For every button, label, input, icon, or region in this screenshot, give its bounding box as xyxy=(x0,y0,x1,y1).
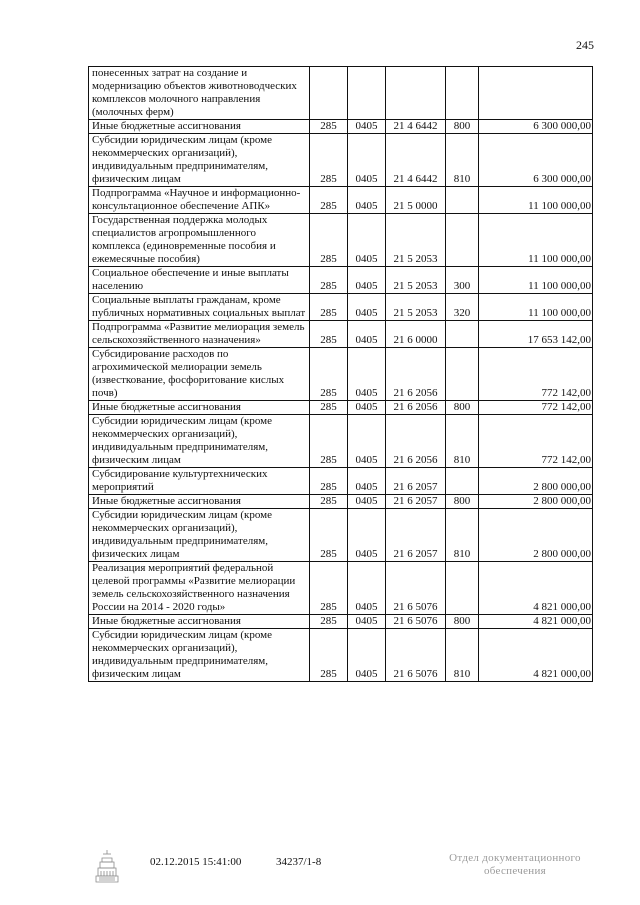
cell-target-article: 21 6 0000 xyxy=(386,321,446,348)
cell-name: Социальные выплаты гражданам, кроме публичных нормативных социальных выплат xyxy=(89,294,310,321)
cell-section: 0405 xyxy=(348,321,386,348)
cell-amount: 772 142,00 xyxy=(479,415,593,468)
table-row xyxy=(89,214,593,267)
table-row xyxy=(89,267,593,294)
cell-amount: 11 100 000,00 xyxy=(479,294,593,321)
table-row xyxy=(89,401,593,415)
cell-grbs: 285 xyxy=(310,134,348,187)
cell-grbs: 285 xyxy=(310,348,348,401)
cell-expense-type xyxy=(446,348,479,401)
cell-grbs: 285 xyxy=(310,214,348,267)
cell-amount: 2 800 000,00 xyxy=(479,468,593,495)
table-row xyxy=(89,509,593,562)
table-row xyxy=(89,120,593,134)
cell-amount xyxy=(479,67,593,120)
budget-table xyxy=(88,66,593,682)
cell-section: 0405 xyxy=(348,629,386,682)
cell-expense-type: 810 xyxy=(446,509,479,562)
cell-amount: 2 800 000,00 xyxy=(479,495,593,509)
cell-target-article: 21 5 2053 xyxy=(386,214,446,267)
table-row xyxy=(89,415,593,468)
table-row xyxy=(89,187,593,214)
table-row xyxy=(89,495,593,509)
cell-grbs: 285 xyxy=(310,267,348,294)
cell-name: Иные бюджетные ассигнования xyxy=(89,495,310,509)
cell-expense-type xyxy=(446,321,479,348)
cell-target-article: 21 5 2053 xyxy=(386,267,446,294)
cell-expense-type: 300 xyxy=(446,267,479,294)
cell-name: Государственная поддержка молодых специалистов агропромышленного комплекса (единовременные пособия и ежемесячные пособия) xyxy=(89,214,310,267)
stamp-line-1: Отдел документационного xyxy=(449,852,581,864)
cell-grbs: 285 xyxy=(310,321,348,348)
cell-grbs: 285 xyxy=(310,495,348,509)
table-row xyxy=(89,629,593,682)
cell-grbs xyxy=(310,67,348,120)
cell-grbs: 285 xyxy=(310,468,348,495)
cell-target-article: 21 4 6442 xyxy=(386,134,446,187)
table-row xyxy=(89,468,593,495)
cell-grbs: 285 xyxy=(310,415,348,468)
table-row xyxy=(89,348,593,401)
emblem-logo xyxy=(92,848,122,886)
table-row xyxy=(89,294,593,321)
cell-grbs: 285 xyxy=(310,401,348,415)
cell-amount: 4 821 000,00 xyxy=(479,562,593,615)
cell-section: 0405 xyxy=(348,187,386,214)
cell-section: 0405 xyxy=(348,401,386,415)
cell-target-article: 21 6 2057 xyxy=(386,509,446,562)
cell-amount: 11 100 000,00 xyxy=(479,187,593,214)
cell-section: 0405 xyxy=(348,615,386,629)
cell-section: 0405 xyxy=(348,267,386,294)
cell-target-article: 21 6 2056 xyxy=(386,415,446,468)
cell-grbs: 285 xyxy=(310,562,348,615)
cell-target-article: 21 6 2056 xyxy=(386,401,446,415)
cell-section: 0405 xyxy=(348,348,386,401)
table-row xyxy=(89,615,593,629)
cell-section: 0405 xyxy=(348,468,386,495)
cell-expense-type: 800 xyxy=(446,120,479,134)
cell-target-article: 21 6 5076 xyxy=(386,629,446,682)
table-row xyxy=(89,321,593,348)
cell-name: понесенных затрат на создание и модернизацию объектов животноводческих комплексов молочного направления (молочных ферм) xyxy=(89,67,310,120)
cell-amount: 772 142,00 xyxy=(479,348,593,401)
cell-amount: 2 800 000,00 xyxy=(479,509,593,562)
cell-name: Иные бюджетные ассигнования xyxy=(89,120,310,134)
footer-doc-number: 34237/1-8 xyxy=(276,856,322,868)
cell-name: Социальное обеспечение и иные выплаты населению xyxy=(89,267,310,294)
cell-target-article: 21 4 6442 xyxy=(386,120,446,134)
cell-name: Подпрограмма «Развитие мелиорация земель сельскохозяйственного назначения» xyxy=(89,321,310,348)
cell-expense-type: 800 xyxy=(446,401,479,415)
cell-expense-type xyxy=(446,562,479,615)
cell-target-article: 21 6 2057 xyxy=(386,495,446,509)
department-stamp xyxy=(440,852,590,878)
cell-expense-type: 810 xyxy=(446,134,479,187)
cell-name: Субсидии юридическим лицам (кроме некоммерческих организаций), индивидуальным предпринимателям, физическим лицам xyxy=(89,629,310,682)
cell-name: Реализация мероприятий федеральной целевой программы «Развитие мелиорации земель сельскохозяйственного назначения России на 2014 - 2020 годы» xyxy=(89,562,310,615)
cell-expense-type xyxy=(446,67,479,120)
table-row xyxy=(89,67,593,120)
cell-expense-type: 320 xyxy=(446,294,479,321)
cell-expense-type xyxy=(446,214,479,267)
cell-grbs: 285 xyxy=(310,615,348,629)
cell-name: Иные бюджетные ассигнования xyxy=(89,615,310,629)
cell-target-article: 21 5 2053 xyxy=(386,294,446,321)
cell-amount: 17 653 142,00 xyxy=(479,321,593,348)
cell-expense-type xyxy=(446,468,479,495)
cell-grbs: 285 xyxy=(310,120,348,134)
cell-name: Подпрограмма «Научное и информационно-консультационное обеспечение АПК» xyxy=(89,187,310,214)
cell-amount: 11 100 000,00 xyxy=(479,214,593,267)
cell-target-article: 21 6 5076 xyxy=(386,562,446,615)
cell-expense-type: 800 xyxy=(446,615,479,629)
cell-section: 0405 xyxy=(348,509,386,562)
table-row xyxy=(89,562,593,615)
cell-name: Субсидирование культуртехнических мероприятий xyxy=(89,468,310,495)
cell-target-article xyxy=(386,67,446,120)
cell-grbs: 285 xyxy=(310,629,348,682)
cell-section: 0405 xyxy=(348,562,386,615)
cell-section: 0405 xyxy=(348,134,386,187)
cell-section: 0405 xyxy=(348,120,386,134)
cell-amount: 11 100 000,00 xyxy=(479,267,593,294)
cell-target-article: 21 6 5076 xyxy=(386,615,446,629)
cell-target-article: 21 6 2057 xyxy=(386,468,446,495)
cell-expense-type: 810 xyxy=(446,629,479,682)
cell-grbs: 285 xyxy=(310,294,348,321)
cell-name: Иные бюджетные ассигнования xyxy=(89,401,310,415)
stamp-line-2: обеспечения xyxy=(483,865,547,877)
cell-target-article: 21 6 2056 xyxy=(386,348,446,401)
cell-expense-type xyxy=(446,187,479,214)
cell-section: 0405 xyxy=(348,294,386,321)
cell-amount: 6 300 000,00 xyxy=(479,120,593,134)
footer-datetime: 02.12.2015 15:41:00 xyxy=(150,856,242,868)
budget-table-body xyxy=(89,67,593,682)
cell-expense-type: 810 xyxy=(446,415,479,468)
cell-grbs: 285 xyxy=(310,509,348,562)
cell-amount: 6 300 000,00 xyxy=(479,134,593,187)
cell-name: Субсидии юридическим лицам (кроме некоммерческих организаций), индивидуальным предпринимателям, физическим лицам xyxy=(89,134,310,187)
cell-name: Субсидии юридическим лицам (кроме некоммерческих организаций), индивидуальным предпринимателям, физическим лицам xyxy=(89,415,310,468)
cell-name: Субсидии юридическим лицам (кроме некоммерческих организаций), индивидуальным предпринимателям, физических лицам xyxy=(89,509,310,562)
page-number: 245 xyxy=(576,38,594,52)
cell-section: 0405 xyxy=(348,415,386,468)
cell-name: Субсидирование расходов по агрохимической мелиорации земель (известкование, фосфоритование кислых почв) xyxy=(89,348,310,401)
cell-target-article: 21 5 0000 xyxy=(386,187,446,214)
cell-amount: 772 142,00 xyxy=(479,401,593,415)
cell-section: 0405 xyxy=(348,495,386,509)
table-row xyxy=(89,134,593,187)
cell-grbs: 285 xyxy=(310,187,348,214)
cell-amount: 4 821 000,00 xyxy=(479,615,593,629)
cell-amount: 4 821 000,00 xyxy=(479,629,593,682)
cell-section xyxy=(348,67,386,120)
cell-section: 0405 xyxy=(348,214,386,267)
cell-expense-type: 800 xyxy=(446,495,479,509)
